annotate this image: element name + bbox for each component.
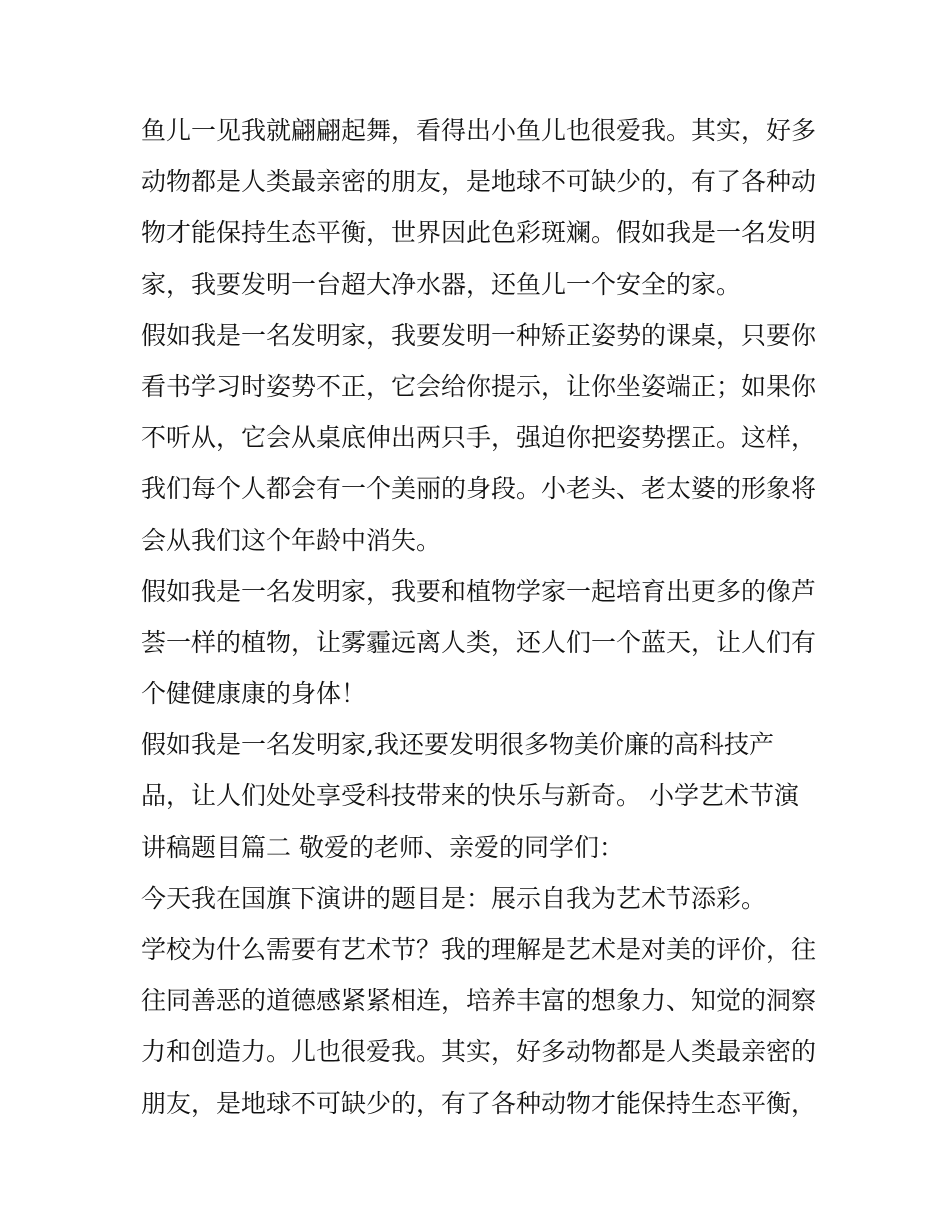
text-line: 会从我们这个年龄中消失。 (141, 525, 442, 555)
text-line: 物才能保持生态平衡，世界因此色彩斑斓。假如我是一名发明 (141, 218, 817, 248)
text-line: 家，我要发明一台超大净水器，还鱼儿一个安全的家。 (141, 269, 742, 299)
text-line: 往同善恶的道德感紧紧相连，培养丰富的想象力、知觉的洞察 (141, 986, 817, 1016)
text-line: 假如我是一名发明家，我要和植物学家一起培育出更多的像芦 (141, 576, 817, 606)
text-line: 假如我是一名发明家,我还要发明很多物美价廉的高科技产 (141, 730, 774, 760)
text-line: 动物都是人类最亲密的朋友，是地球不可缺少的，有了各种动 (141, 167, 817, 197)
text-line: 今天我在国旗下演讲的题目是：展示自我为艺术节添彩。 (141, 883, 767, 913)
text-line: 不听从，它会从桌底伸出两只手，强迫你把姿势摆正。这样， (141, 423, 817, 453)
text-line: 假如我是一名发明家，我要发明一种矫正姿势的课桌，只要你 (141, 320, 817, 350)
body-text (141, 105, 821, 1129)
text-line: 学校为什么需要有艺术节？我的理解是艺术是对美的评价，往 (141, 935, 817, 964)
text-line: 荟一样的植物，让雾霾远离人类，还人们一个蓝天，让人们有 (141, 627, 817, 657)
text-line: 力和创造力。儿也很爱我。其实，好多动物都是人类最亲密的 (141, 1037, 817, 1067)
text-line: 个健健康康的身体！ (141, 679, 367, 709)
text-line: 看书学习时姿势不正，它会给你提示，让你坐姿端正；如果你 (141, 371, 817, 401)
text-line: 朋友，是地球不可缺少的，有了各种动物才能保持生态平衡， (141, 1088, 817, 1118)
text-line: 讲稿题目篇二 敬爱的老师、亲爱的同学们： (141, 832, 624, 862)
text-line: 鱼儿一见我就翩翩起舞，看得出小鱼儿也很爱我。其实，好多 (141, 116, 817, 145)
text-line: 我们每个人都会有一个美丽的身段。小老头、老太婆的形象将 (141, 474, 817, 504)
text-line: 品，让人们处处享受科技带来的快乐与新奇。 小学艺术节演 (141, 781, 799, 811)
